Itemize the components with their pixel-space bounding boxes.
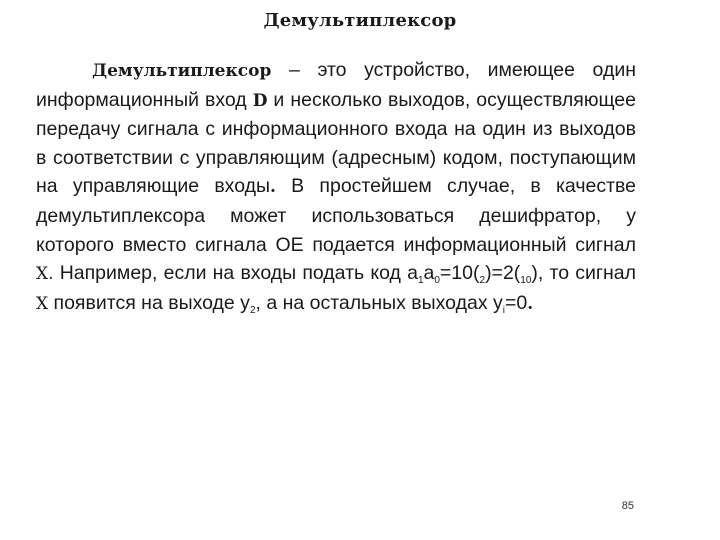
slide-title: Демультиплексор — [263, 10, 457, 31]
text-segment-4: Например, если на входы подать код a — [53, 262, 418, 285]
period-1: . — [270, 177, 276, 198]
text-segment-8: ), то сигнал — [531, 262, 636, 285]
page-number: 85 — [621, 500, 634, 512]
text-segment-3: В простейшем случае, в качестве демультиплексора может использоваться дешифратор, у которого вместо сигнала ОЕ подается информационный сигнал — [36, 175, 636, 256]
term-demultiplexer: Демультиплексор — [92, 61, 272, 81]
text-segment-11: =0 — [504, 291, 528, 314]
subscript-a1: 1 — [417, 275, 424, 287]
signal-x-label-2: X — [36, 293, 49, 314]
text-segment-9: появится на выходе y — [48, 291, 250, 314]
text-segment-6: =10( — [439, 262, 480, 285]
input-d-label: D — [252, 90, 268, 111]
subscript-y2: 2 — [249, 304, 256, 316]
period-2: . — [527, 293, 534, 314]
subscript-base-10: 10 — [520, 275, 532, 287]
text-segment-2: и несколько выходов, осуществляющее передачу сигнала с информационного входа на один из выходов в соответствии с управляющим (адресным) кодом, поступающим на управляющие входы — [36, 88, 636, 198]
subscript-base-2: 2 — [479, 275, 486, 287]
subscript-yi: i — [502, 304, 505, 316]
definition-paragraph — [36, 56, 636, 318]
text-segment-10: , а на остальных выходах y — [255, 291, 503, 314]
text-segment-1: – это устройство, имеющее один информационный вход — [36, 59, 636, 111]
text-segment-5: a — [423, 262, 435, 285]
subscript-a0: 0 — [434, 275, 440, 287]
signal-x-label-1: X. — [36, 264, 54, 285]
text-segment-7: )=2( — [485, 262, 521, 285]
